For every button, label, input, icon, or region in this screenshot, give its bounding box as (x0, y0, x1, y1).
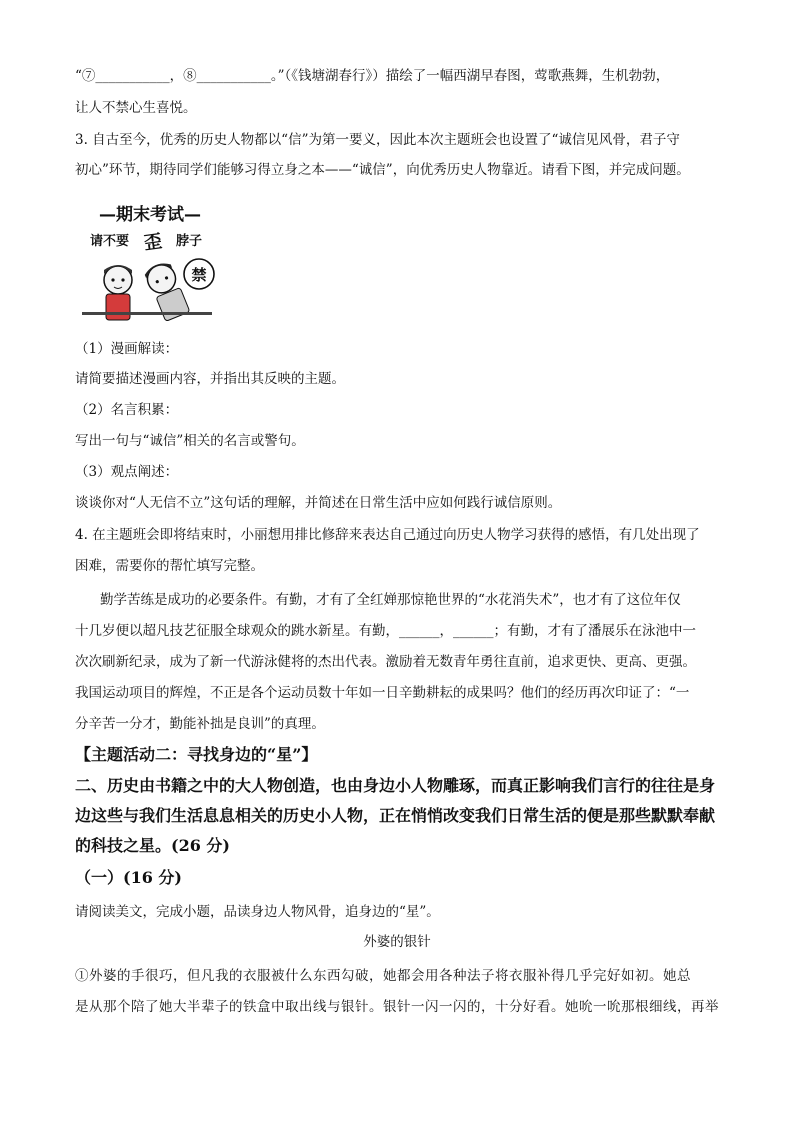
text-line: （2）名言积累： (75, 402, 179, 418)
text-line: 写出一句与“诚信”相关的名言或警句。 (75, 433, 305, 449)
comic-caption-mid: 歪 (142, 230, 164, 255)
section-text: 二、历史由书籍之中的大人物创造，也由身边小人物雕琢，而真正影响我们言行的往往是身 (75, 776, 716, 795)
text-line: 十几岁便以超凡技艺征服全球观众的跳水新星。有勤，______，______；有勤，才有了潘展乐在泳池中一 (75, 623, 696, 639)
text-line: 4. 在主题班会即将结束时，小丽想用排比修辞来表达自己通过向历史人物学习获得的感悟，有几处出现了 (75, 527, 700, 543)
comic-caption-left: 请不要 (90, 234, 130, 249)
text-line: 分辛苦一分才，勤能补拙是良训”的真理。 (75, 716, 325, 732)
section-text: 的科技之星。(26 分) (75, 836, 230, 855)
comic-drawing (78, 200, 223, 322)
text-line: 请阅读美文，完成小题，品读身边人物风骨，追身边的“星”。 (75, 904, 440, 920)
subsection-heading: （一）(16 分) (75, 868, 182, 887)
text-line: 初心”环节，期待同学们能够习得立身之本——“诚信”，向优秀历史人物靠近。请看下图，并完成问题。 (75, 162, 690, 178)
article-text: ①外婆的手很巧，但凡我的衣服被什么东西勾破，她都会用各种法子将衣服补得几乎完好如初。她总 (75, 968, 691, 984)
article-title: 外婆的银针 (363, 934, 431, 950)
text-line: 次次刷新纪录，成为了新一代游泳健将的杰出代表。激励着无数青年勇往直前，追求更快、更高、更强。 (75, 654, 696, 670)
forbid-stamp (184, 259, 214, 289)
section-heading: 【主题活动二：寻找身边的“星”】 (75, 745, 318, 764)
text-line: 困难，需要你的帮忙填写完整。 (75, 558, 264, 574)
comic-image (78, 200, 223, 322)
forbid-stamp-text: 禁 (191, 266, 207, 284)
text-line: （1）漫画解读： (75, 341, 179, 357)
text-line: 勤学苦练是成功的必要条件。有勤，才有了全红婵那惊艳世界的“水花消失术”，也才有了这位年仅 (100, 592, 681, 608)
text-line: 让人不禁心生喜悦。 (75, 100, 197, 116)
article-text: 是从那个陪了她大半辈子的铁盒中取出线与银针。银针一闪一闪的，十分好看。她吮一吮那根细线，再举 (75, 999, 719, 1015)
comic-title: —期末考试— (99, 205, 201, 225)
text-line: “⑦___________，⑧___________。”（《钱塘湖春行》）描绘了一幅西湖早春图，莺歌燕舞，生机勃勃， (75, 68, 670, 84)
text-line: 3. 自古至今，优秀的历史人物都以“信”为第一要义，因此本次主题班会也设置了“诚信见风骨，君子守 (75, 132, 680, 148)
comic-caption-right: 脖子 (176, 234, 203, 249)
section-text: 边这些与我们生活息息相关的历史小人物，正在悄悄改变我们日常生活的便是那些默默奉献 (75, 806, 716, 825)
text-line: 请简要描述漫画内容，并指出其反映的主题。 (75, 371, 345, 387)
text-line: （3）观点阐述： (75, 464, 179, 480)
text-line: 我国运动项目的辉煌，不正是各个运动员数十年如一日辛勤耕耘的成果吗？他们的经历再次印证了：“一 (75, 685, 690, 701)
student-left-figure (104, 265, 132, 320)
text-line: 谈谈你对“人无信不立”这句话的理解，并简述在日常生活中应如何践行诚信原则。 (75, 495, 562, 511)
